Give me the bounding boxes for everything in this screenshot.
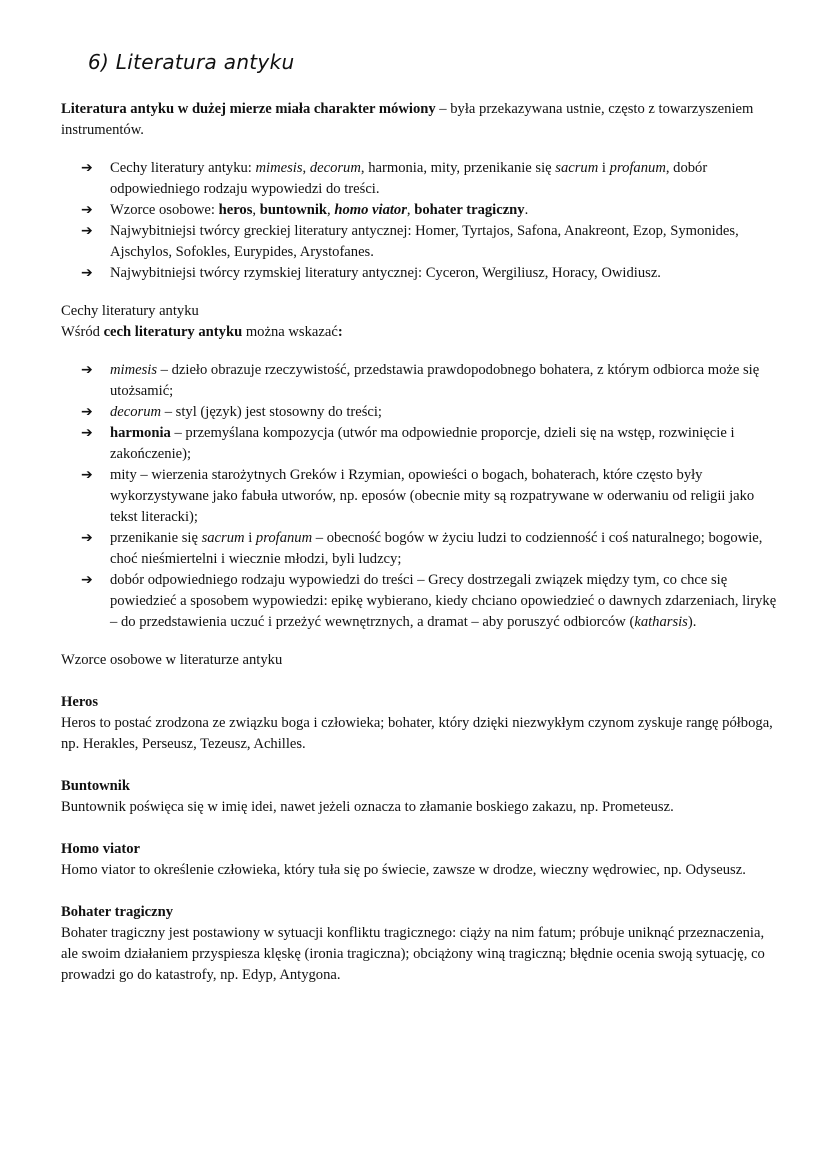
text-run: harmonia: [110, 425, 171, 441]
text-run: ,: [252, 202, 260, 218]
list-item: [81, 221, 783, 263]
page-title: 6) Literatura antyku: [88, 50, 295, 74]
text-run: ,: [406, 202, 415, 218]
list-item: [81, 200, 783, 221]
text-run: Wzorce osobowe:: [110, 202, 219, 218]
hero-heading: Heros: [61, 694, 99, 710]
arrow-right-icon: ➔: [81, 202, 93, 218]
text-run: profanum: [255, 530, 313, 546]
text-run: Najwybitniejsi twórcy rzymskiej literatury antycznej: Cyceron, Wergiliusz, Horacy, Owidiusz.: [110, 265, 661, 281]
list-item: [81, 158, 783, 200]
text-run: mimesis: [110, 362, 158, 378]
list-item: [81, 402, 783, 423]
text-run: mimesis: [255, 160, 303, 176]
arrow-right-icon: ➔: [81, 467, 93, 483]
text-run: sacrum: [201, 530, 245, 546]
text-run: Cechy literatury antyku:: [110, 160, 256, 176]
arrow-right-icon: ➔: [81, 425, 93, 441]
text-run: mity – wierzenia starożytnych Greków i Rzymian, opowieści o bogach, bohaterach, które często były wykorzystywane jako fabuła utworów, np. eposów (obecnie mity są rozpatrywane w oderwaniu od religii jako tekst literacki);: [110, 467, 755, 525]
text-run: Wśród: [61, 324, 104, 340]
hero-section-bohater-tragiczny: [61, 902, 783, 986]
hero-text: Heros to postać zrodzona ze związku boga i człowieka; bohater, który dzięki niezwykłym czynom zyskuje rangę półboga, np. Herakles, Perseusz, Tezeusz, Achilles.: [61, 715, 773, 752]
text-run: – styl (język) jest stosowny do treści;: [161, 404, 382, 420]
hero-text: Bohater tragiczny jest postawiony w sytuacji konfliktu tragicznego: ciąży na nim fatum; próbuje uniknąć przeznaczenia, ale swoim działaniem przyspiesza klęskę (ironia tragiczna); obciążony winą tragiczną; błędnie ocenia swoją sytuację, co prowadzi go do katastrofy, np. Edyp, Antygona.: [61, 925, 765, 983]
arrow-right-icon: ➔: [81, 223, 93, 239]
arrow-right-icon: ➔: [81, 404, 93, 420]
text-run: i: [244, 530, 256, 546]
text-run: katharsis: [634, 614, 688, 630]
arrow-right-icon: ➔: [81, 572, 93, 588]
arrow-right-icon: ➔: [81, 160, 93, 176]
list-item: [81, 263, 783, 284]
list-item: [81, 570, 783, 633]
text-run: .: [524, 202, 529, 218]
arrow-right-icon: ➔: [81, 265, 93, 281]
hero-section-heros: [61, 692, 783, 755]
features-list: [61, 360, 783, 633]
text-run: bohater tragiczny: [414, 202, 525, 218]
patterns-heading: Wzorce osobowe w literaturze antyku: [61, 652, 283, 668]
text-run: – przemyślana kompozycja (utwór ma odpowiednie proporcje, dzieli się na wstęp, rozwinięcie i zakończenie);: [110, 425, 735, 462]
text-run: decorum: [110, 404, 162, 420]
intro-paragraph: [61, 99, 783, 141]
document-body: [61, 99, 783, 986]
list-item: [81, 465, 783, 528]
hero-text: Buntownik poświęca się w imię idei, nawet jeżeli oznacza to złamanie boskiego zakazu, np. Prometeusz.: [61, 799, 674, 815]
section-intro: [61, 322, 783, 343]
text-run: – obecność bogów w życiu ludzi to codzienność i coś naturalnego; bogowie, choć nieśmiertelni i wiecznie młodzi, byli ludzcy;: [110, 530, 763, 567]
text-run: , harmonia, mity, przenikanie się: [360, 160, 556, 176]
text-run: cech literatury antyku: [103, 324, 243, 340]
hero-section-buntownik: [61, 776, 783, 818]
text-run: buntownik: [259, 202, 328, 218]
text-run: , dobór odpowiedniego rodzaju wypowiedzi do treści.: [110, 160, 708, 197]
text-run: dobór odpowiedniego rodzaju wypowiedzi do treści – Grecy dostrzegali związek między tym, co chce się powiedzieć a sposobem wypowiedzi: epikę wybierano, kiedy chciano opowiedzieć o dawnych zdarzeniach, lirykę – do przedstawienia uczuć i przeżyć wewnętrznych, a dramat – aby poruszyć odbiorców (: [110, 572, 777, 630]
text-run: decorum: [309, 160, 361, 176]
arrow-right-icon: ➔: [81, 530, 93, 546]
list-item: [81, 360, 783, 402]
text-run: heros: [218, 202, 253, 218]
text-run: przenikanie się: [110, 530, 202, 546]
text-run: ).: [687, 614, 697, 630]
hero-heading: Bohater tragiczny: [61, 904, 173, 920]
list-item: [81, 528, 783, 570]
list-item: [81, 423, 783, 465]
text-run: można wskazać: [242, 324, 338, 340]
arrow-right-icon: ➔: [81, 362, 93, 378]
hero-heading: Buntownik: [61, 778, 130, 794]
text-run: i: [598, 160, 610, 176]
text-run: ,: [327, 202, 335, 218]
hero-heading: Homo viator: [61, 841, 141, 857]
intro-bold: Literatura antyku w dużej mierze miała charakter mówiony: [61, 101, 436, 117]
text-run: homo viator: [334, 202, 407, 218]
text-run: sacrum: [555, 160, 599, 176]
hero-section-homo-viator: [61, 839, 783, 881]
hero-text: Homo viator to określenie człowieka, który tuła się po świecie, zawsze w drodze, wieczny wędrowiec, np. Odyseusz.: [61, 862, 746, 878]
text-run: – dzieło obrazuje rzeczywistość, przedstawia prawdopodobnego bohatera, z którym odbiorca może się utożsamić;: [110, 362, 760, 399]
text-run: ,: [302, 160, 310, 176]
intro-rest: – była przekazywana ustnie, często z towarzyszeniem instrumentów.: [61, 101, 754, 138]
text-run: profanum: [609, 160, 666, 176]
overview-list: [61, 158, 783, 284]
text-run: Najwybitniejsi twórcy greckiej literatury antycznej: Homer, Tyrtajos, Safona, Anakreont, Ezop, Symonides, Ajschylos, Sofokles, Eurypides, Arystofanes.: [110, 223, 739, 260]
section-heading: Cechy literatury antyku: [61, 303, 199, 319]
text-run: :: [337, 324, 343, 340]
